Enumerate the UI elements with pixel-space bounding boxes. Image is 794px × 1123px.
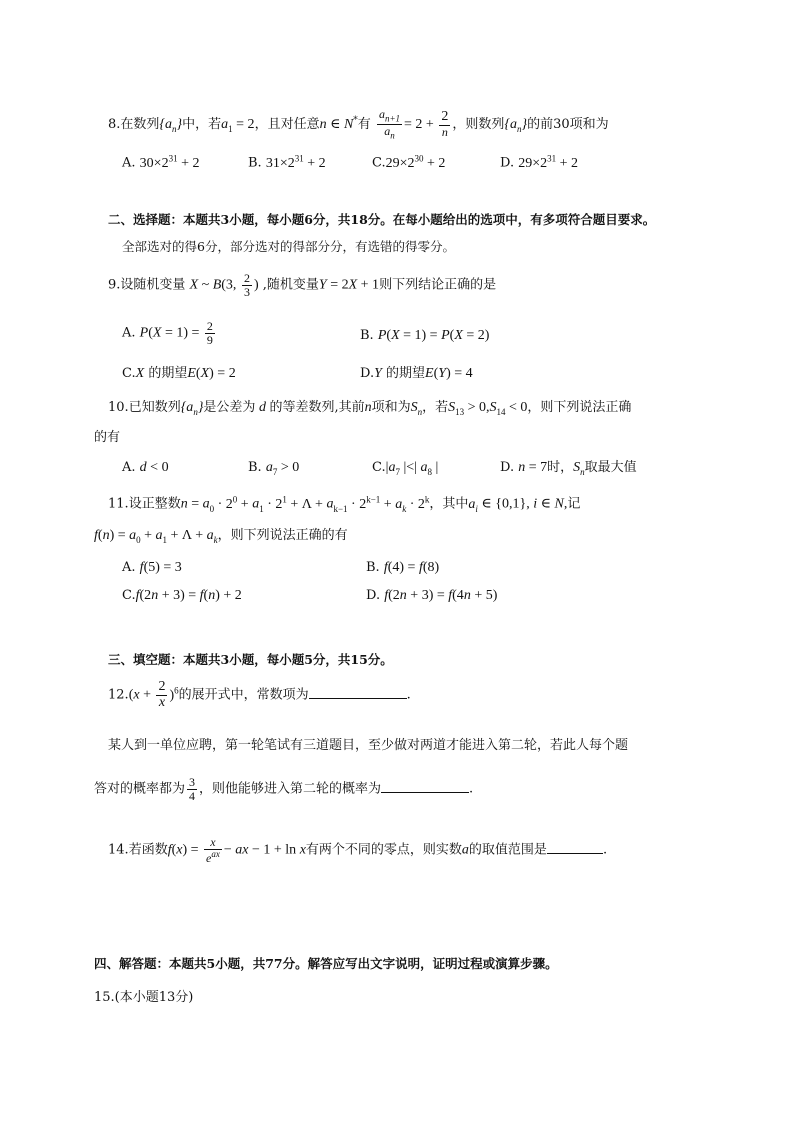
q10-option-b[interactable]: B. $a_7 > 0$ [248,460,300,477]
section-2-heading: 二、选择题：本题共3小题，每小题6分，共18分。在每小题给出的选项中，有多项符合题目要求。 [108,212,656,227]
q9-option-d[interactable]: D.Y 的期望E(Y) = 4 [360,366,473,381]
section-2-instructions: 全部选对的得6分，部分选对的得部分分，有选错的得零分。 [122,239,455,254]
question-14-stem: 14.若函数f(x) = $\frac{x}{e^{ax}}$ − ax − 1 + ln x有两个不同的零点，则实数a的取值范围是 . [108,835,608,865]
q8-option-d[interactable]: D. $29\times 2^{31} + 2$ [500,153,579,171]
q8-option-c[interactable]: $C.29\times 2^{30} + 2$ [372,153,446,171]
question-10-stem-cont: 的有 [94,430,121,445]
question-11-stem-cont: $f(n) = a_0 + a_1 + \Lambda + a_k$，则下列说法正确的有 [94,528,348,545]
q10-option-c[interactable]: $C.|a_7$ |<| $a_8$ | [372,460,439,477]
question-13-stem-cont: 答对的概率都为 $\frac{3}{4}$ ，则他能够进入第二轮的概率为 . [94,775,474,803]
q11-option-b[interactable]: B. f(4) = f(8) [366,560,440,575]
question-9-stem: 9.设随机变量 X ~ B(3, $\frac{2}{3}$ ) ,随机变量Y = 2X + 1则下列结论正确的是 [108,271,497,299]
q11-option-a[interactable]: A. f(5) = 3 [122,560,182,575]
q13-answer-blank[interactable] [381,780,469,793]
section-4-heading: 四、解答题：本题共5小题，共77分。解答应写出文字说明，证明过程或演算步骤。 [94,956,558,971]
q9-option-c[interactable]: C.X 的期望E(X) = 2 [122,366,236,381]
question-15-heading: 15.(本小题13分) [94,990,194,1005]
q14-answer-blank[interactable] [547,841,603,854]
q9-option-b[interactable]: B. P(X = 1) = P(X = 2) [360,328,490,343]
question-12-stem: 12.(x + $\frac{2}{x}$ )$^6$的展开式中，常数项为 . [108,679,411,710]
q12-answer-blank[interactable] [309,686,407,699]
question-10-stem: 10.已知数列$\{a_n\}$是公差为 d 的等差数列,其前n项和为$S_n$，若$S_{13} > 0,S_{14} < 0$，则下列说法正确 [108,400,632,417]
question-13-stem: 某人到一单位应聘，第一轮笔试有三道题目，至少做对两道才能进入第二轮，若此人每个题 [108,738,629,753]
q10-option-a[interactable]: A. d < 0 [122,460,169,475]
q9-option-a[interactable]: A. P(X = 1) = $\frac{2}{9}$ [122,319,213,347]
q11-option-d[interactable]: D. f(2n + 3) = f(4n + 5) [366,588,498,603]
q10-option-d[interactable]: D. n = 7时，$S_n$取最大值 [500,460,637,477]
q8-option-b[interactable]: B. $31\times 2^{31} + 2$ [248,153,326,171]
question-8-stem: 8.在数列$\{a_n\}$中，若$a_1 = 2$，且对任意n ∈ N*有 $\frac{a_{n+1}}{a_n}$ = 2 + $\frac{2}{n}$ ，则数列$\{a_n\}$的前30项和为 [108,107,609,141]
section-3-heading: 三、填空题：本题共3小题，每小题5分，共15分。 [108,652,393,667]
q8-option-a[interactable]: A. $30\times 2^{31} + 2$ [122,153,200,171]
question-11-stem: 11.设正整数$n = a_0 \cdot 2^0 + a_1 \cdot 2^1 + \Lambda + a_{k-1} \cdot 2^{k-1} + a_k \cdot 2^k$，其中$a_i$ ∈ {0,1}, i ∈ N,记 [108,494,581,514]
q11-option-c[interactable]: C.f(2n + 3) = f(n) + 2 [122,588,242,603]
